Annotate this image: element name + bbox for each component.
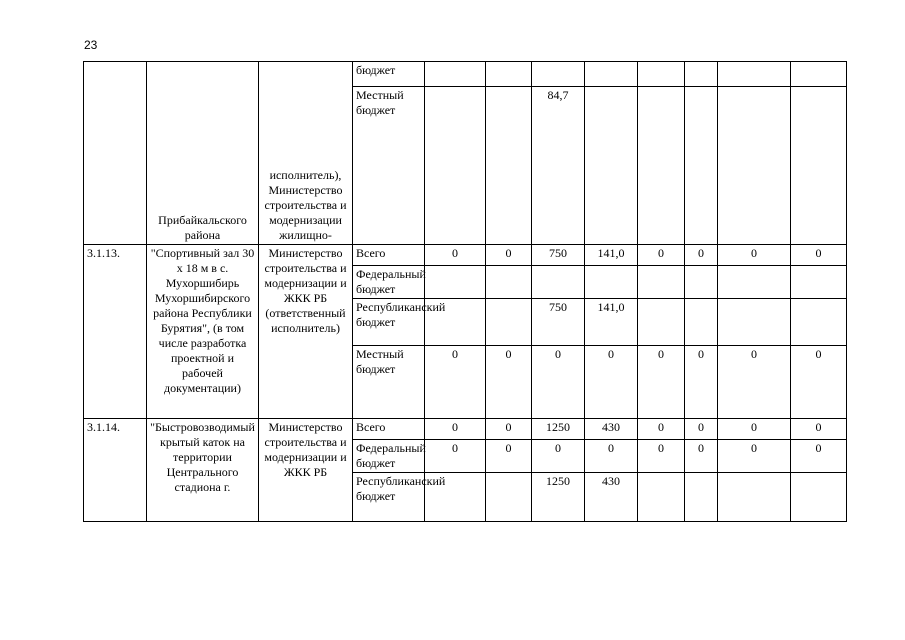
value-cell: 0 (718, 346, 791, 419)
value-cell (791, 87, 847, 245)
value-cell (685, 299, 718, 346)
value-cell: 0 (486, 419, 532, 440)
value-cell (585, 62, 638, 87)
value-cell (486, 62, 532, 87)
value-cell (685, 473, 718, 522)
value-cell: 1250 (532, 419, 585, 440)
value-cell: 750 (532, 299, 585, 346)
funding-source: Всего (353, 419, 425, 440)
funding-source: Республиканский бюджет (353, 299, 425, 346)
item-name: "Быстровозводимый крытый каток на территории Центрального стадиона г. (147, 419, 259, 522)
table-body (84, 62, 847, 522)
value-cell (791, 299, 847, 346)
value-cell (486, 299, 532, 346)
item-executor: Министерство строительства и модернизации и ЖКК РБ (259, 419, 353, 522)
table-row (84, 62, 847, 87)
value-cell: 750 (532, 245, 585, 266)
funding-source: Республиканский бюджет (353, 473, 425, 522)
value-cell (638, 62, 685, 87)
value-cell: 0 (718, 419, 791, 440)
value-cell (718, 62, 791, 87)
table-row (84, 245, 847, 266)
value-cell: 0 (685, 419, 718, 440)
budget-table (83, 61, 847, 522)
item-executor: Министерство строительства и модернизации и ЖКК РБ (ответственный исполнитель) (259, 245, 353, 419)
value-cell: 0 (638, 440, 685, 473)
value-cell (532, 266, 585, 299)
value-cell: 0 (486, 440, 532, 473)
value-cell: 0 (791, 419, 847, 440)
item-code (84, 62, 147, 245)
funding-source: Федеральный бюджет (353, 440, 425, 473)
table-row (84, 419, 847, 440)
value-cell (638, 299, 685, 346)
value-cell (638, 266, 685, 299)
funding-source: Местный бюджет (353, 87, 425, 245)
value-cell (718, 473, 791, 522)
value-cell: 0 (685, 245, 718, 266)
value-cell: 430 (585, 473, 638, 522)
value-cell: 0 (718, 245, 791, 266)
value-cell (791, 62, 847, 87)
value-cell: 0 (585, 440, 638, 473)
value-cell: 0 (638, 346, 685, 419)
value-cell: 0 (486, 346, 532, 419)
value-cell: 0 (532, 346, 585, 419)
item-name: Прибайкальского района (147, 62, 259, 245)
value-cell: 0 (791, 245, 847, 266)
value-cell (685, 62, 718, 87)
value-cell: 141,0 (585, 245, 638, 266)
value-cell: 141,0 (585, 299, 638, 346)
value-cell (486, 87, 532, 245)
value-cell (718, 87, 791, 245)
funding-source: Федеральный бюджет (353, 266, 425, 299)
value-cell: 0 (425, 419, 486, 440)
value-cell (585, 87, 638, 245)
value-cell: 0 (638, 245, 685, 266)
value-cell (685, 87, 718, 245)
value-cell: 1250 (532, 473, 585, 522)
value-cell: 0 (791, 440, 847, 473)
funding-source: Местный бюджет (353, 346, 425, 419)
value-cell: 0 (532, 440, 585, 473)
item-code: 3.1.13. (84, 245, 147, 419)
value-cell: 0 (425, 245, 486, 266)
item-code: 3.1.14. (84, 419, 147, 522)
value-cell (585, 266, 638, 299)
value-cell: 0 (486, 245, 532, 266)
funding-source: Всего (353, 245, 425, 266)
value-cell (718, 299, 791, 346)
value-cell: 0 (718, 440, 791, 473)
value-cell: 0 (685, 440, 718, 473)
item-name: "Спортивный зал 30 х 18 м в с. Мухоршибирь Мухоршибирского района Республики Бурятия", (в том числе разработка проектной и рабочей документации) (147, 245, 259, 419)
value-cell (486, 473, 532, 522)
value-cell (425, 62, 486, 87)
value-cell: 84,7 (532, 87, 585, 245)
page-number: 23 (84, 38, 98, 52)
item-executor: исполнитель), Министерство строительства и модернизации жилищно- (259, 62, 353, 245)
value-cell (425, 87, 486, 245)
funding-source: бюджет (353, 62, 425, 87)
value-cell (425, 266, 486, 299)
value-cell (791, 266, 847, 299)
value-cell: 0 (638, 419, 685, 440)
value-cell (718, 266, 791, 299)
value-cell (638, 87, 685, 245)
value-cell: 0 (585, 346, 638, 419)
value-cell: 0 (425, 346, 486, 419)
value-cell: 0 (685, 346, 718, 419)
value-cell: 0 (791, 346, 847, 419)
value-cell (532, 62, 585, 87)
value-cell (791, 473, 847, 522)
value-cell (638, 473, 685, 522)
value-cell: 0 (425, 440, 486, 473)
value-cell (685, 266, 718, 299)
value-cell (486, 266, 532, 299)
value-cell: 430 (585, 419, 638, 440)
